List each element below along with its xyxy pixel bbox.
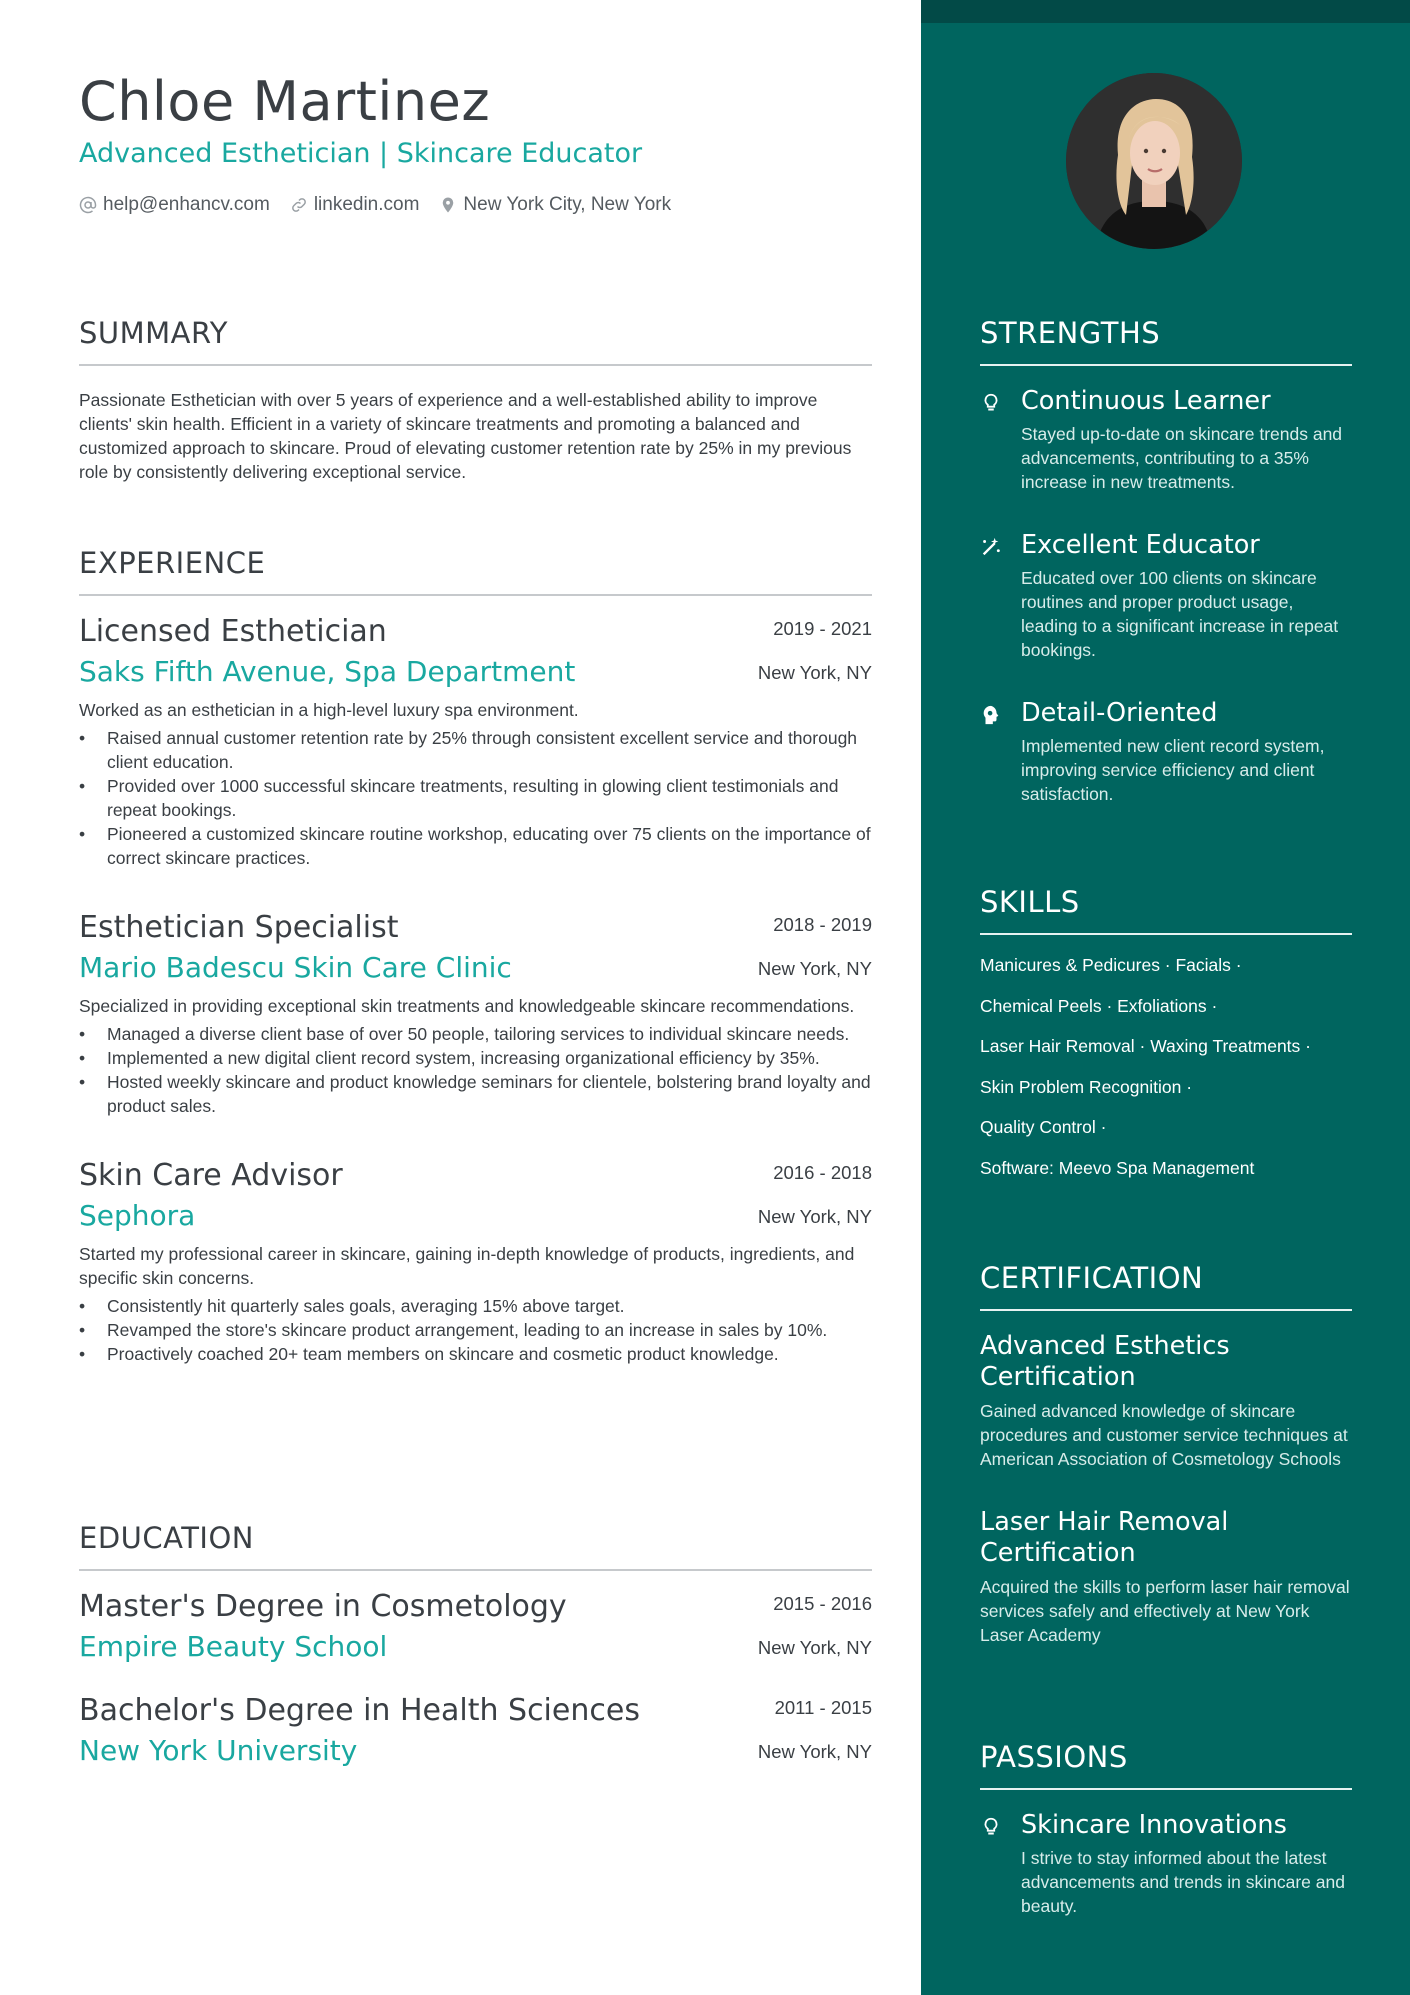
certification-title: CERTIFICATION	[980, 1261, 1204, 1295]
job-title: Esthetician Specialist	[79, 910, 399, 945]
skill-line: Quality Control ·	[980, 1117, 1107, 1137]
strength-title: Excellent Educator	[1021, 530, 1260, 560]
link-icon	[290, 196, 308, 214]
skill-line: Chemical Peels · Exfoliations ·	[980, 995, 1218, 1016]
job-bullet: • Proactively coached 20+ team members on skincare and cosmetic product knowledge.	[79, 1342, 872, 1366]
skill-line: Laser Hair Removal · Waxing Treatments ·	[980, 1036, 1311, 1056]
skill-line: Software: Meevo Spa Management	[980, 1157, 1255, 1178]
job-bullet: • Hosted weekly skincare and product knowledge seminars for clientele, bolstering brand loyalty and product sales.	[79, 1070, 872, 1118]
skills-list	[980, 953, 1352, 1196]
passion-item	[980, 1810, 1352, 1918]
education-dates: 2011 - 2015	[774, 1697, 872, 1718]
job-title: Skin Care Advisor	[79, 1158, 343, 1193]
summary-section	[79, 316, 872, 484]
passions-section	[980, 1740, 1352, 1918]
summary-text: Passionate Esthetician with over 5 years of experience and a well-established ability to improve clients' skin health. Efficient in a variety of skincare treatments and promoting a balanced and customized approach to skincare. Proud of elevating customer retention rate by 25% in my previous role by consistently delivering exceptional service.	[79, 390, 852, 482]
degree-title: Master's Degree in Cosmetology	[79, 1589, 567, 1624]
strength-item	[980, 698, 1352, 806]
job-entry	[79, 614, 872, 870]
education-location: New York, NY	[757, 1637, 872, 1658]
magic-wand-icon	[980, 536, 1002, 558]
education-entry	[79, 1693, 872, 1767]
certification-item	[980, 1507, 1352, 1647]
education-title: EDUCATION	[79, 1521, 255, 1555]
education-divider	[79, 1569, 872, 1571]
job-bullet: • Raised annual customer retention rate by 25% through consistent excellent service and thorough client education.	[79, 726, 872, 774]
strengths-divider	[980, 364, 1352, 366]
contact-location	[439, 194, 671, 216]
job-description: Worked as an esthetician in a high-level luxury spa environment.	[79, 700, 579, 720]
strength-description: Educated over 100 clients on skincare routines and proper product usage, leading to a significant increase in repeat bookings.	[1021, 568, 1339, 660]
contact-row	[79, 194, 671, 216]
job-bullet: • Pioneered a customized skincare routine workshop, educating over 75 clients on the importance of correct skincare practices.	[79, 822, 872, 870]
passions-divider	[980, 1788, 1352, 1790]
passion-title: Skincare Innovations	[1021, 1810, 1287, 1840]
degree-title: Bachelor's Degree in Health Sciences	[79, 1693, 640, 1728]
job-bullets	[79, 1294, 872, 1366]
strengths-section	[980, 316, 1352, 806]
job-bullet: • Consistently hit quarterly sales goals, averaging 15% above target.	[79, 1294, 872, 1318]
certification-item	[980, 1331, 1352, 1471]
profile-photo	[1066, 73, 1242, 249]
skill-line: Manicures & Pedicures · Facials ·	[980, 955, 1242, 975]
job-description: Specialized in providing exceptional skin treatments and knowledgeable skincare recommendations.	[79, 996, 855, 1016]
experience-divider	[79, 594, 872, 596]
job-bullet: • Revamped the store's skincare product arrangement, leading to an increase in sales by 10%.	[79, 1318, 872, 1342]
job-location: New York, NY	[757, 662, 872, 683]
location-text: New York City, New York	[463, 194, 672, 215]
strength-title: Continuous Learner	[1021, 386, 1271, 416]
skill-line: Skin Problem Recognition ·	[980, 1076, 1193, 1097]
education-entry	[79, 1589, 872, 1663]
job-company: Mario Badescu Skin Care Clinic	[79, 951, 512, 984]
linkedin-text: linkedin.com	[313, 194, 420, 215]
at-sign-icon	[79, 196, 97, 214]
email-text: help@enhancv.com	[103, 194, 270, 215]
skills-divider	[980, 933, 1352, 935]
avatar	[1066, 73, 1242, 249]
candidate-name: Chloe Martinez	[79, 70, 491, 133]
strength-description: Stayed up-to-date on skincare trends and advancements, contributing to a 35% increase in new treatments.	[1021, 424, 1343, 492]
job-entry	[79, 1158, 872, 1366]
strength-title: Detail-Oriented	[1021, 698, 1218, 728]
job-dates: 2019 - 2021	[773, 618, 872, 639]
job-entry	[79, 910, 872, 1118]
job-dates: 2016 - 2018	[773, 1162, 872, 1183]
strength-description: Implemented new client record system, improving service efficiency and client satisfaction.	[1021, 736, 1325, 804]
job-location: New York, NY	[757, 1206, 872, 1227]
certification-divider	[980, 1309, 1352, 1311]
head-brain-icon	[980, 704, 1002, 726]
contact-linkedin[interactable]	[290, 194, 420, 216]
job-bullet: • Implemented a new digital client record system, increasing organizational efficiency by 35%.	[79, 1046, 872, 1070]
passion-description: I strive to stay informed about the latest advancements and trends in skincare and beauty.	[1021, 1848, 1345, 1916]
passions-title: PASSIONS	[980, 1740, 1128, 1774]
sidebar-top-bar	[921, 0, 1410, 23]
job-company: Sephora	[79, 1199, 196, 1232]
job-company: Saks Fifth Avenue, Spa Department	[79, 655, 576, 688]
experience-title: EXPERIENCE	[79, 546, 266, 580]
lightbulb-icon	[980, 1816, 1002, 1838]
job-bullets	[79, 726, 872, 870]
certification-section	[980, 1261, 1352, 1647]
certification-name: Advanced Esthetics Certification	[980, 1331, 1230, 1392]
education-location: New York, NY	[757, 1741, 872, 1762]
certification-description: Gained advanced knowledge of skincare procedures and customer service techniques at American Association of Cosmetology Schools	[980, 1401, 1348, 1469]
job-title: Licensed Esthetician	[79, 614, 387, 649]
education-section	[79, 1521, 872, 1767]
education-dates: 2015 - 2016	[773, 1593, 872, 1614]
job-bullet: • Managed a diverse client base of over 50 people, tailoring services to individual skincare needs.	[79, 1022, 872, 1046]
strength-item	[980, 386, 1352, 494]
experience-section	[79, 546, 872, 1366]
strengths-title: STRENGTHS	[980, 316, 1161, 350]
skills-section	[980, 885, 1352, 1196]
contact-email[interactable]	[79, 194, 270, 216]
location-pin-icon	[439, 196, 457, 214]
job-location: New York, NY	[757, 958, 872, 979]
certification-description: Acquired the skills to perform laser hair removal services safely and effectively at New York Laser Academy	[980, 1577, 1350, 1645]
summary-divider	[79, 364, 872, 366]
certification-name: Laser Hair Removal Certification	[980, 1507, 1229, 1568]
strength-item	[980, 530, 1352, 662]
lightbulb-icon	[980, 392, 1002, 414]
school-name: New York University	[79, 1734, 358, 1767]
job-dates: 2018 - 2019	[773, 914, 872, 935]
job-bullets	[79, 1022, 872, 1118]
skills-title: SKILLS	[980, 885, 1080, 919]
job-description: Started my professional career in skincare, gaining in-depth knowledge of products, ingredients, and specific skin concerns.	[79, 1244, 855, 1288]
job-bullet: • Provided over 1000 successful skincare treatments, resulting in glowing client testimonials and repeat bookings.	[79, 774, 872, 822]
summary-title: SUMMARY	[79, 316, 229, 350]
sidebar	[921, 0, 1410, 1995]
school-name: Empire Beauty School	[79, 1630, 388, 1663]
candidate-headline: Advanced Esthetician | Skincare Educator	[79, 138, 643, 169]
